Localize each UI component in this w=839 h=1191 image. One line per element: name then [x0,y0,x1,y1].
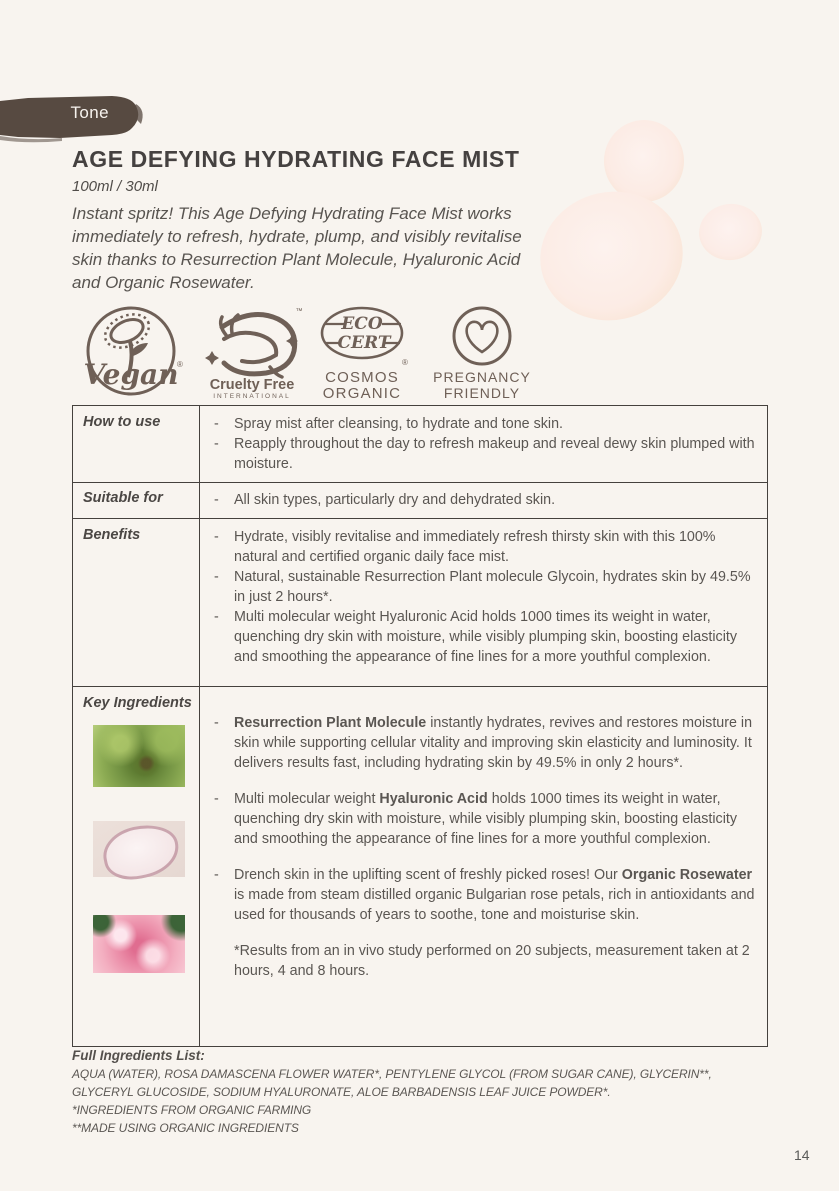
table-row-benefits [73,518,767,686]
bullet-dash: - [214,529,219,545]
ingredient-name: Resurrection Plant Molecule [234,715,427,731]
row-label: Key Ingredients [83,695,192,711]
cruelty-free-label: Cruelty Free [209,377,295,393]
row-content [200,687,767,1046]
full-ingredients-heading: Full Ingredients List: [72,1048,205,1063]
ecocert-organic-label: ORGANIC [322,385,402,400]
ingredient-name: Hyaluronic Acid [379,791,488,807]
product-info-table [72,405,768,1047]
list-item: - Reapply throughout the day to refresh makeup and reveal dewy skin plumped with moisture. [214,436,755,472]
table-row-key-ingredients [73,686,767,1046]
page-number: 14 [794,1147,810,1163]
vegan-label: Vegan [83,358,179,391]
certification-badges [74,305,544,400]
heart-circle-icon [430,305,534,400]
pregnancy-label-line2: FRIENDLY [443,385,521,400]
page-title: AGE DEFYING HYDRATING FACE MIST [72,146,520,172]
resurrection-plant-photo [93,725,185,787]
vegan-registered-mark: ® [177,360,183,369]
list-item: - All skin types, particularly dry and dehydrated skin. [214,492,556,508]
row-label-with-photos [73,687,200,1046]
leaping-bunny-icon [200,305,306,400]
tab-label: Tone [70,103,109,122]
table-row-how-to-use [73,406,767,482]
pregnancy-label-line1: PREGNANCY [433,369,531,385]
list-item: - Spray mist after cleansing, to hydrate and tone skin. [214,416,564,432]
list-item: - Resurrection Plant Molecule instantly hydrates, revives and restores moisture in skin while supporting cellular vitality and improving skin elasticity and luminosity. It delivers results fast, including hydrating skin by 49.5% in only 2 hours*. [214,715,753,771]
bullet-dash: - [214,569,219,585]
bullet-dash: - [214,715,219,731]
ecocert-registered-mark: ® [402,358,408,367]
mist-droplet-large [528,179,694,334]
organic-ingredients-note: **MADE USING ORGANIC INGREDIENTS [72,1121,299,1135]
study-footnote: *Results from an in vivo study performed on 20 subjects, measurement taken at 2 hours, 4 and 8 hours. [234,943,750,979]
bullet-dash: - [214,492,219,508]
product-sizes: 100ml / 30ml [72,178,158,195]
row-content [200,519,767,686]
organic-farming-note: *INGREDIENTS FROM ORGANIC FARMING [72,1103,312,1117]
table-row-suitable-for [73,482,767,518]
ingredient-name: Organic Rosewater [621,867,753,883]
ecocert-cosmos-label: COSMOS [325,369,399,386]
ecocert-oval-icon [314,305,414,400]
row-label: How to use [73,406,200,482]
bullet-dash: - [214,416,219,432]
list-item: - Hydrate, visibly revitalise and immediately refresh thirsty skin with this 100% natural and certified organic daily face mist. [214,529,716,565]
row-content [200,483,767,518]
ecocert-cosmos-organic-badge [314,305,414,400]
cruelty-free-tm-mark: ™ [295,308,303,315]
cruelty-free-badge [200,305,306,400]
list-item: - Multi molecular weight Hyaluronic Acid holds 1000 times its weight in water, quenching dry skin with moisture, while visibly plumping skin, boosting elasticity and smoothing the appearance of fine lines for a more youthful complexion. [214,791,738,847]
pregnancy-friendly-badge [430,305,534,400]
rose-petals-photo [93,915,185,973]
full-ingredients-section [72,1048,776,1137]
cruelty-free-sublabel: INTERNATIONAL [213,393,291,400]
ecocert-cert-text: CERT [337,333,391,353]
row-label: Benefits [73,519,200,686]
hyaluronic-acid-gel-photo [93,821,185,877]
full-ingredients-list: AQUA (WATER), ROSA DAMASCENA FLOWER WATER*, PENTYLENE GLYCOL (FROM SUGAR CANE), GLYCERIN**, GLYCERYL GLUCOSIDE, SODIUM HYALURONATE, ALOE BARBADENSIS LEAF JUICE POWDER*. [72,1067,712,1099]
bullet-dash: - [214,436,219,452]
mist-droplet-small [695,200,765,264]
list-item: - Multi molecular weight Hyaluronic Acid holds 1000 times its weight in water, quenching dry skin with moisture, while visibly plumping skin, boosting elasticity and smoothing the appearance of fine lines for a more youthful complexion. [214,609,738,665]
bullet-dash: - [214,609,219,625]
row-content [200,406,767,482]
ecocert-eco-text: ECO [341,314,383,334]
product-description: Instant spritz! This Age Defying Hydrating Face Mist works immediately to refresh, hydrate, plump, and visibly revitalise skin thanks to Resurrection Plant Molecule, Hyaluronic Acid and Organic Rosewater. [72,204,522,292]
category-tab-tone [0,94,150,144]
bullet-dash: - [214,791,219,807]
row-label: Suitable for [73,483,200,518]
bullet-dash: - [214,867,219,883]
vegan-badge [74,305,192,400]
list-item: - Drench skin in the uplifting scent of freshly picked roses! Our Organic Rosewater is made from steam distilled organic Bulgarian rose petals, rich in antioxidants and used for thousands of years to soothe, tone and moisturise skin. [214,867,755,923]
vegan-sunflower-icon [74,305,192,400]
mist-droplet-medium [604,120,684,202]
list-item: - Natural, sustainable Resurrection Plant molecule Glycoin, hydrates skin by 49.5% in just 2 hours*. [214,569,751,605]
